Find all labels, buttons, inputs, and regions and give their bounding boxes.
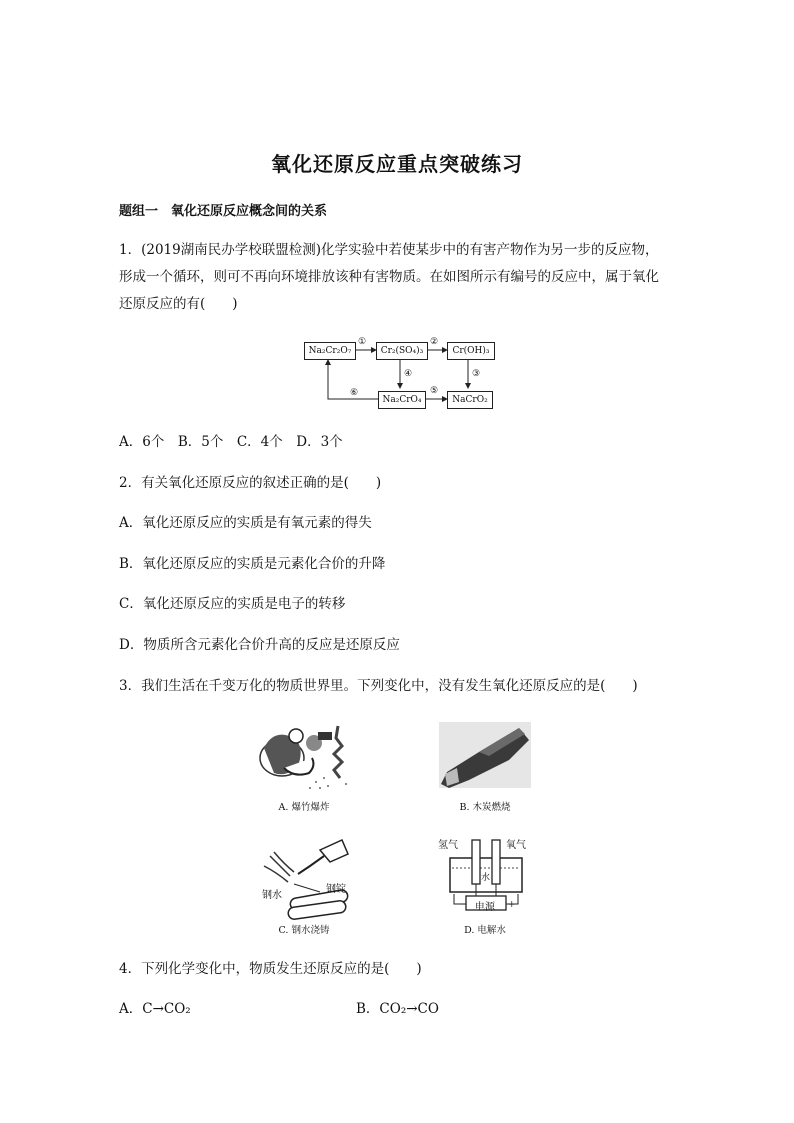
q1-options: A．6个 B．5个 C．4个 D．3个 (119, 434, 343, 450)
label-4: ④ (404, 369, 413, 379)
caption-b: B. 木炭燃烧 (459, 802, 511, 813)
label-steel-water: 钢水 (262, 890, 282, 901)
image-charcoal (439, 722, 531, 788)
image-steel-casting (250, 836, 360, 920)
page-title: 氧化还原反应重点突破练习 (271, 152, 523, 176)
q2-stem: 2．有关氧化还原反应的叙述正确的是( ) (119, 475, 382, 491)
svg-text:−: − (460, 900, 468, 910)
label-3: ③ (472, 369, 481, 379)
q1-line1: 1．(2019湖南民办学校联盟检测)化学实验中若使某步中的有害产物作为另一步的反应物， (119, 242, 659, 258)
image-electrolysis (436, 834, 536, 916)
box-nacro2: NaCrO₂ (447, 391, 493, 409)
svg-text:+: + (508, 900, 516, 910)
caption-c: C. 钢水浇铸 (278, 925, 330, 936)
label-hydrogen: 氢气 (438, 840, 458, 851)
image-firecracker (254, 718, 354, 792)
label-5: ⑤ (430, 386, 439, 396)
label-steel-ingot: 钢锭 (326, 884, 346, 895)
q4-option-a: A．C→CO₂ (119, 1001, 191, 1017)
section-heading: 题组一 氧化还原反应概念间的关系 (119, 204, 328, 219)
q2-option-d: D．物质所含元素化合价升高的反应是还原反应 (119, 637, 400, 653)
q1-line3: 还原反应的有( ) (119, 296, 238, 312)
label-2: ② (430, 337, 439, 347)
label-6: ⑥ (350, 388, 359, 398)
reaction-cycle-diagram (300, 334, 500, 414)
box-cr2so43: Cr₂(SO₄)₃ (376, 342, 428, 360)
label-1: ① (358, 337, 367, 347)
q2-option-b: B．氧化还原反应的实质是元素化合价的升降 (119, 556, 386, 572)
label-power-supply: 电源 (475, 902, 495, 913)
caption-a: A. 爆竹爆炸 (278, 802, 330, 813)
box-na2cr2o7: Na₂Cr₂O₇ (304, 342, 356, 360)
q4-option-b: B．CO₂→CO (356, 1001, 439, 1017)
box-croh3: Cr(OH)₃ (447, 342, 495, 360)
label-oxygen: 氧气 (506, 840, 526, 851)
q3-stem: 3．我们生活在千变万化的物质世界里。下列变化中，没有发生氧化还原反应的是( ) (119, 678, 638, 694)
q2-option-c: C．氧化还原反应的实质是电子的转移 (119, 596, 346, 612)
box-na2cro4: Na₂CrO₄ (378, 391, 426, 409)
q2-option-a: A．氧化还原反应的实质是有氧元素的得失 (119, 515, 372, 531)
q1-line2: 形成一个循环，则可不再向环境排放该种有害物质。在如图所示有编号的反应中，属于氧化 (119, 269, 659, 285)
caption-d: D. 电解水 (464, 925, 506, 936)
label-water: 水 (481, 873, 491, 883)
q4-stem: 4．下列化学变化中，物质发生还原反应的是( ) (119, 961, 422, 977)
